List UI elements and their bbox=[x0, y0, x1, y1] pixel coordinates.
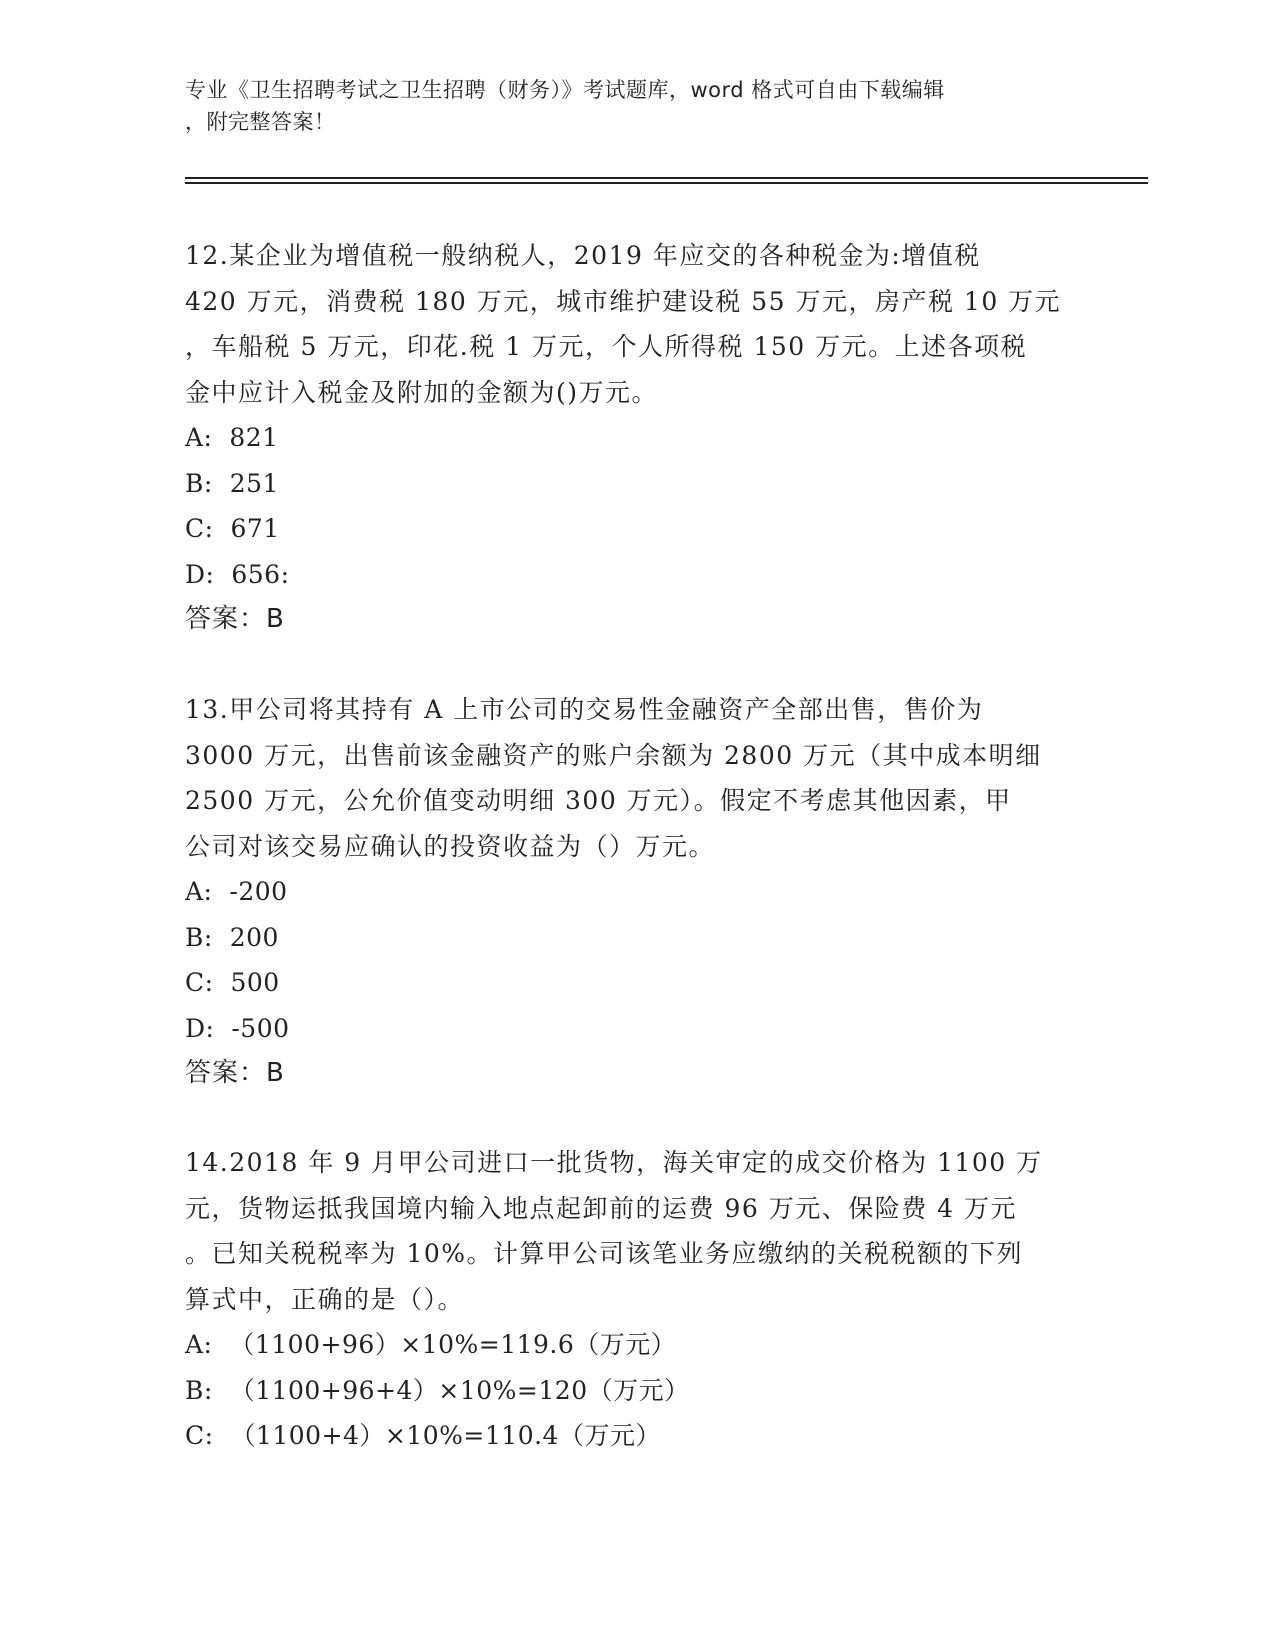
header-line-1: 专业《卫生招聘考试之卫生招聘（财务）》考试题库，word 格式可自由下载编辑 bbox=[185, 78, 945, 102]
question-stem-line: 3000 万元，出售前该金融资产的账户余额为 2800 万元（其中成本明细 bbox=[185, 740, 1042, 770]
option-d: D: 656: bbox=[185, 559, 290, 589]
question-13 bbox=[185, 687, 1085, 1096]
option-a: A: 821 bbox=[185, 423, 279, 452]
question-stem-line: 14.2018 年 9 月甲公司进口一批货物，海关审定的成交价格为 1100 万 bbox=[185, 1148, 1043, 1177]
question-stem-line: ，车船税 5 万元，印花.税 1 万元，个人所得税 150 万元。上述各项税 bbox=[185, 332, 1028, 361]
header-divider-thin bbox=[185, 182, 1148, 184]
question-stem-line: 420 万元，消费税 180 万元，城市维护建设税 55 万元，房产税 10 万元 bbox=[185, 286, 1062, 316]
question-14 bbox=[185, 1140, 1085, 1459]
option-b: B: 251 bbox=[185, 468, 279, 498]
answer-label: 答案：B bbox=[185, 604, 285, 634]
option-b: B: 200 bbox=[185, 922, 279, 952]
option-a: A: （1100+96）×10%=119.6（万元） bbox=[185, 1330, 677, 1359]
question-12 bbox=[185, 233, 1085, 642]
option-c: C: 671 bbox=[185, 514, 280, 543]
option-b: B: （1100+96+4）×10%=120（万元） bbox=[185, 1375, 690, 1405]
question-stem-line: 12.某企业为增值税一般纳税人，2019 年应交的各种税金为:增值税 bbox=[185, 241, 981, 270]
option-a: A: -200 bbox=[185, 877, 288, 906]
question-stem-line: 算式中，正确的是（）。 bbox=[185, 1284, 465, 1314]
question-stem-line: 公司对该交易应确认的投资收益为（）万元。 bbox=[185, 831, 716, 861]
question-stem-line: 。已知关税税率为 10%。计算甲公司该笔业务应缴纳的关税税额的下列 bbox=[185, 1239, 1024, 1268]
document-header bbox=[185, 74, 1085, 138]
header-line-2: ，附完整答案！ bbox=[185, 110, 336, 134]
question-stem-line: 2500 万元，公允价值变动明细 300 万元）。假定不考虑其他因素，甲 bbox=[185, 786, 1012, 815]
question-stem-line: 13.甲公司将其持有 A 上市公司的交易性金融资产全部出售，售价为 bbox=[185, 695, 984, 724]
option-c: C: 500 bbox=[185, 968, 280, 997]
option-c: C: （1100+4）×10%=110.4（万元） bbox=[185, 1421, 661, 1450]
question-stem-line: 元，货物运抵我国境内输入地点起卸前的运费 96 万元、保险费 4 万元 bbox=[185, 1193, 1018, 1223]
header-divider-thick bbox=[185, 177, 1148, 179]
answer-label: 答案：B bbox=[185, 1058, 285, 1088]
option-d: D: -500 bbox=[185, 1013, 290, 1043]
question-stem-line: 金中应计入税金及附加的金额为()万元。 bbox=[185, 377, 659, 407]
